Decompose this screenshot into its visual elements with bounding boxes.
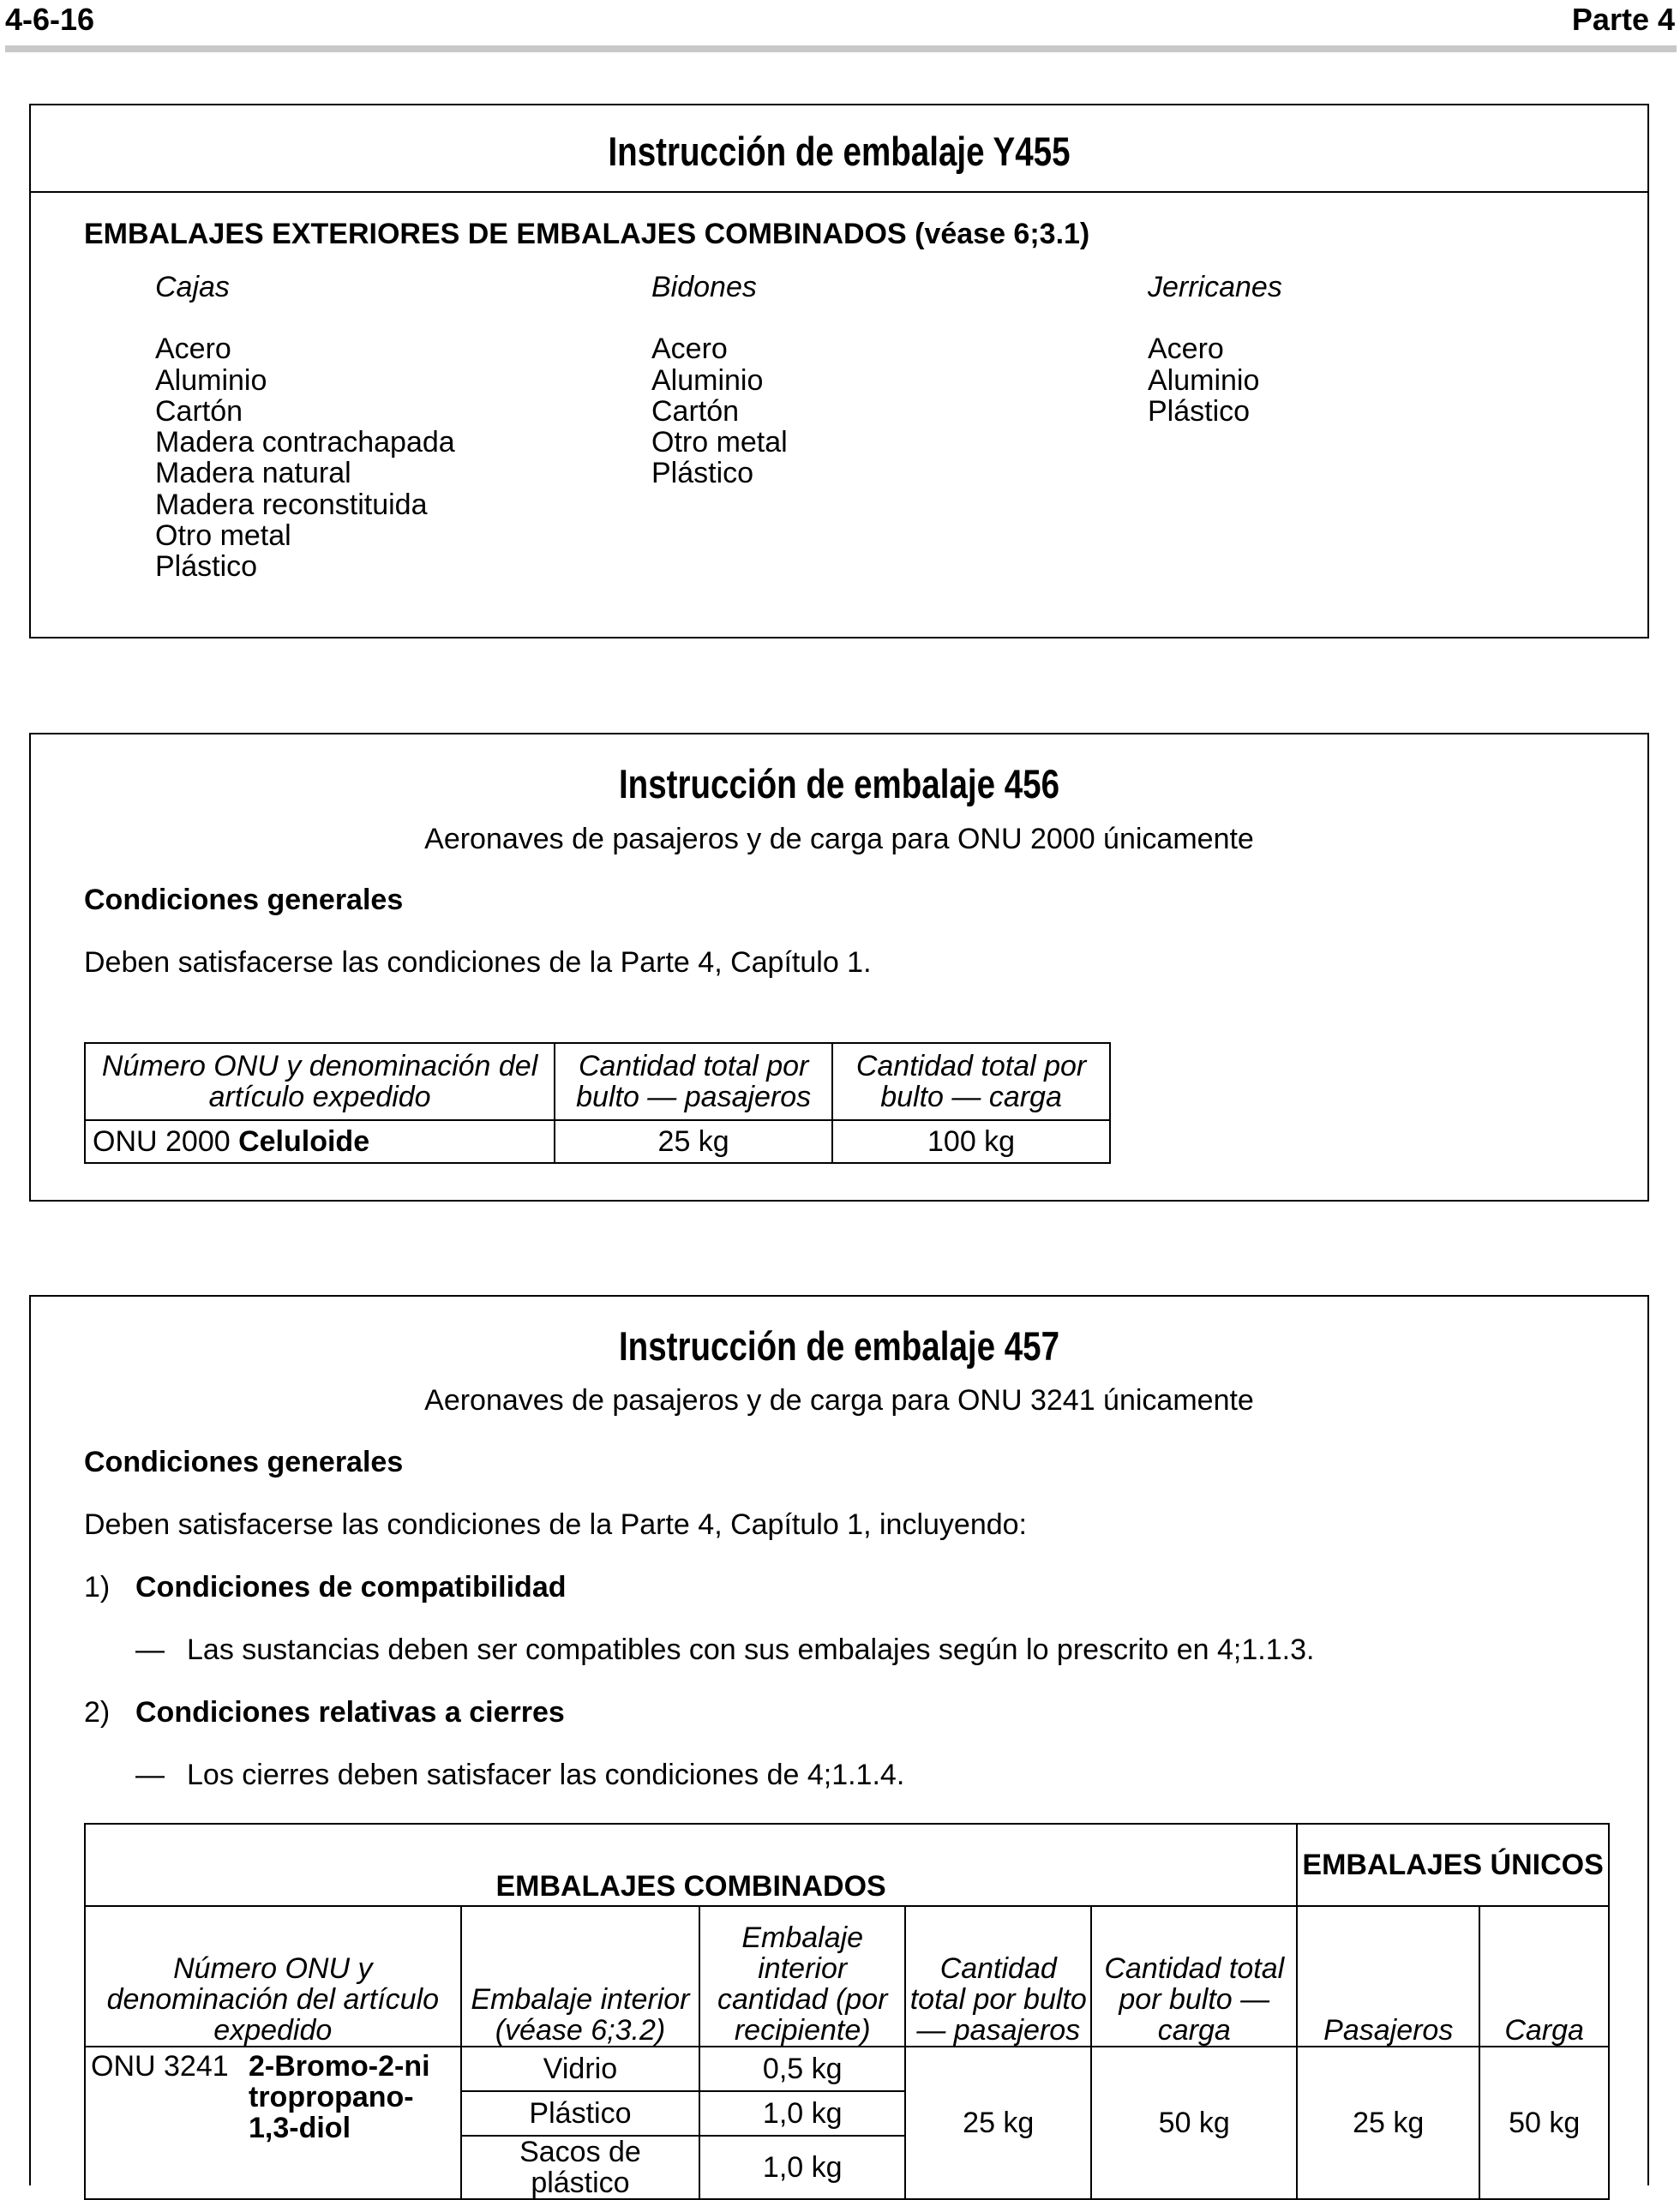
title-bar	[31, 105, 1647, 193]
table-header-row	[85, 1906, 1609, 2047]
instruction-title: Instrucción de embalaje Y455	[608, 129, 1071, 174]
combined-header: EMBALAJES COMBINADOS	[85, 1824, 1297, 1906]
column-heading: Cajas	[155, 271, 230, 303]
column-cajas	[155, 272, 455, 583]
column-header: Pasajeros	[1297, 1906, 1479, 2047]
column-bidones	[651, 272, 788, 489]
column-header: Embalaje interior cantidad (por recipiente)	[699, 1906, 905, 2047]
table-header-row	[85, 1043, 1110, 1120]
packing-instruction-457	[29, 1295, 1649, 2199]
article-name: Celuloide	[238, 1125, 370, 1158]
column-jerricanes	[1148, 272, 1282, 427]
item-number: 2)	[84, 1696, 111, 1729]
instruction-subtitle: Aeronaves de pasajeros y de carga para ONU 3241 únicamente	[424, 1384, 1254, 1417]
header-rule	[5, 45, 1677, 52]
list-item: Plástico	[155, 550, 258, 584]
list-item: Otro metal	[155, 519, 291, 553]
column-header: Número ONU y denominación del artículo expedido	[85, 1906, 461, 2047]
cargo-quantity: 100 kg	[832, 1120, 1110, 1163]
group-header-row	[85, 1824, 1609, 1906]
dash: —	[135, 1759, 165, 1791]
column-header: Embalaje interior (véase 6;3.2)	[461, 1906, 700, 2047]
article-cell	[85, 2047, 461, 2199]
list-item: Acero	[1148, 333, 1224, 366]
passenger-quantity: 25 kg	[905, 2047, 1091, 2199]
packaging-table	[84, 1823, 1610, 2200]
list-item: Madera natural	[155, 457, 351, 490]
single-passenger-quantity: 25 kg	[1297, 2047, 1479, 2199]
inner-packaging-quantity: 0,5 kg	[699, 2047, 905, 2091]
inner-packaging-type: Vidrio	[461, 2047, 700, 2091]
inner-packaging-quantity: 1,0 kg	[699, 2091, 905, 2136]
instruction-title: Instrucción de embalaje 457	[618, 1323, 1060, 1369]
list-item: Cartón	[651, 394, 740, 428]
single-header: EMBALAJES ÚNICOS	[1297, 1824, 1609, 1906]
conditions-heading: Condiciones generales	[84, 884, 404, 916]
column-heading: Jerricanes	[1148, 271, 1282, 303]
single-cargo-quantity: 50 kg	[1479, 2047, 1609, 2199]
inner-packaging-type: Plástico	[461, 2091, 700, 2136]
item-text: Las sustancias deben ser compatibles con sus embalajes según lo prescrito en 4;1.1.3.	[187, 1634, 1315, 1666]
item-number: 1)	[84, 1571, 111, 1604]
column-header: Número ONU y denominación del artículo expedido	[85, 1043, 555, 1120]
list-item: Aluminio	[155, 363, 267, 397]
un-number: ONU 2000	[93, 1125, 231, 1158]
item-heading: Condiciones de compatibilidad	[135, 1571, 567, 1604]
instruction-title: Instrucción de embalaje 456	[618, 761, 1060, 806]
list-item: Aluminio	[651, 363, 764, 397]
column-header: Cantidad total por bulto — carga	[1091, 1906, 1297, 2047]
column-heading: Bidones	[651, 271, 757, 303]
column-header: Cantidad total por bulto — pasajeros	[905, 1906, 1091, 2047]
part-label: Parte 4	[1571, 2, 1675, 37]
conditions-text: Deben satisfacerse las condiciones de la Parte 4, Capítulo 1.	[84, 946, 872, 979]
item-heading: Condiciones relativas a cierres	[135, 1696, 565, 1729]
page-header	[0, 0, 1680, 51]
article-name: 2-Bromo-2-nitropropano-1,3-diol	[249, 2050, 430, 2144]
column-header: Carga	[1479, 1906, 1609, 2047]
inner-packaging-quantity: 1,0 kg	[699, 2136, 905, 2199]
page-number: 4-6-16	[5, 2, 95, 37]
list-item: Madera reconstituida	[155, 488, 428, 521]
conditions-heading: Condiciones generales	[84, 1446, 404, 1478]
packing-instruction-456	[29, 733, 1649, 1202]
instruction-subtitle: Aeronaves de pasajeros y de carga para ONU 2000 únicamente	[424, 823, 1254, 855]
section-heading: EMBALAJES EXTERIORES DE EMBALAJES COMBINADOS (véase 6;3.1)	[84, 218, 1090, 250]
list-item: Aluminio	[1148, 363, 1260, 397]
table-row	[85, 2047, 1609, 2091]
item-text: Los cierres deben satisfacer las condiciones de 4;1.1.4.	[187, 1759, 905, 1791]
passenger-quantity: 25 kg	[555, 1120, 832, 1163]
list-item: Acero	[651, 333, 728, 366]
conditions-text: Deben satisfacerse las condiciones de la Parte 4, Capítulo 1, incluyendo:	[84, 1508, 1027, 1541]
list-item: Plástico	[651, 457, 754, 490]
column-header: Cantidad total por bulto — pasajeros	[555, 1043, 832, 1120]
packing-instruction-y455	[29, 104, 1649, 638]
list-item: Acero	[155, 333, 231, 366]
cargo-quantity: 50 kg	[1091, 2047, 1297, 2199]
list-item: Cartón	[155, 394, 243, 428]
inner-packaging-type: Sacos de plástico	[461, 2136, 700, 2199]
list-item: Madera contrachapada	[155, 426, 455, 459]
list-item: Otro metal	[651, 426, 788, 459]
article-cell	[85, 1120, 555, 1163]
quantity-table	[84, 1042, 1111, 1164]
list-item: Plástico	[1148, 394, 1251, 428]
column-header: Cantidad total por bulto — carga	[832, 1043, 1110, 1120]
table-row	[85, 1120, 1110, 1163]
un-number: ONU 3241	[91, 2050, 229, 2083]
dash: —	[135, 1634, 165, 1666]
